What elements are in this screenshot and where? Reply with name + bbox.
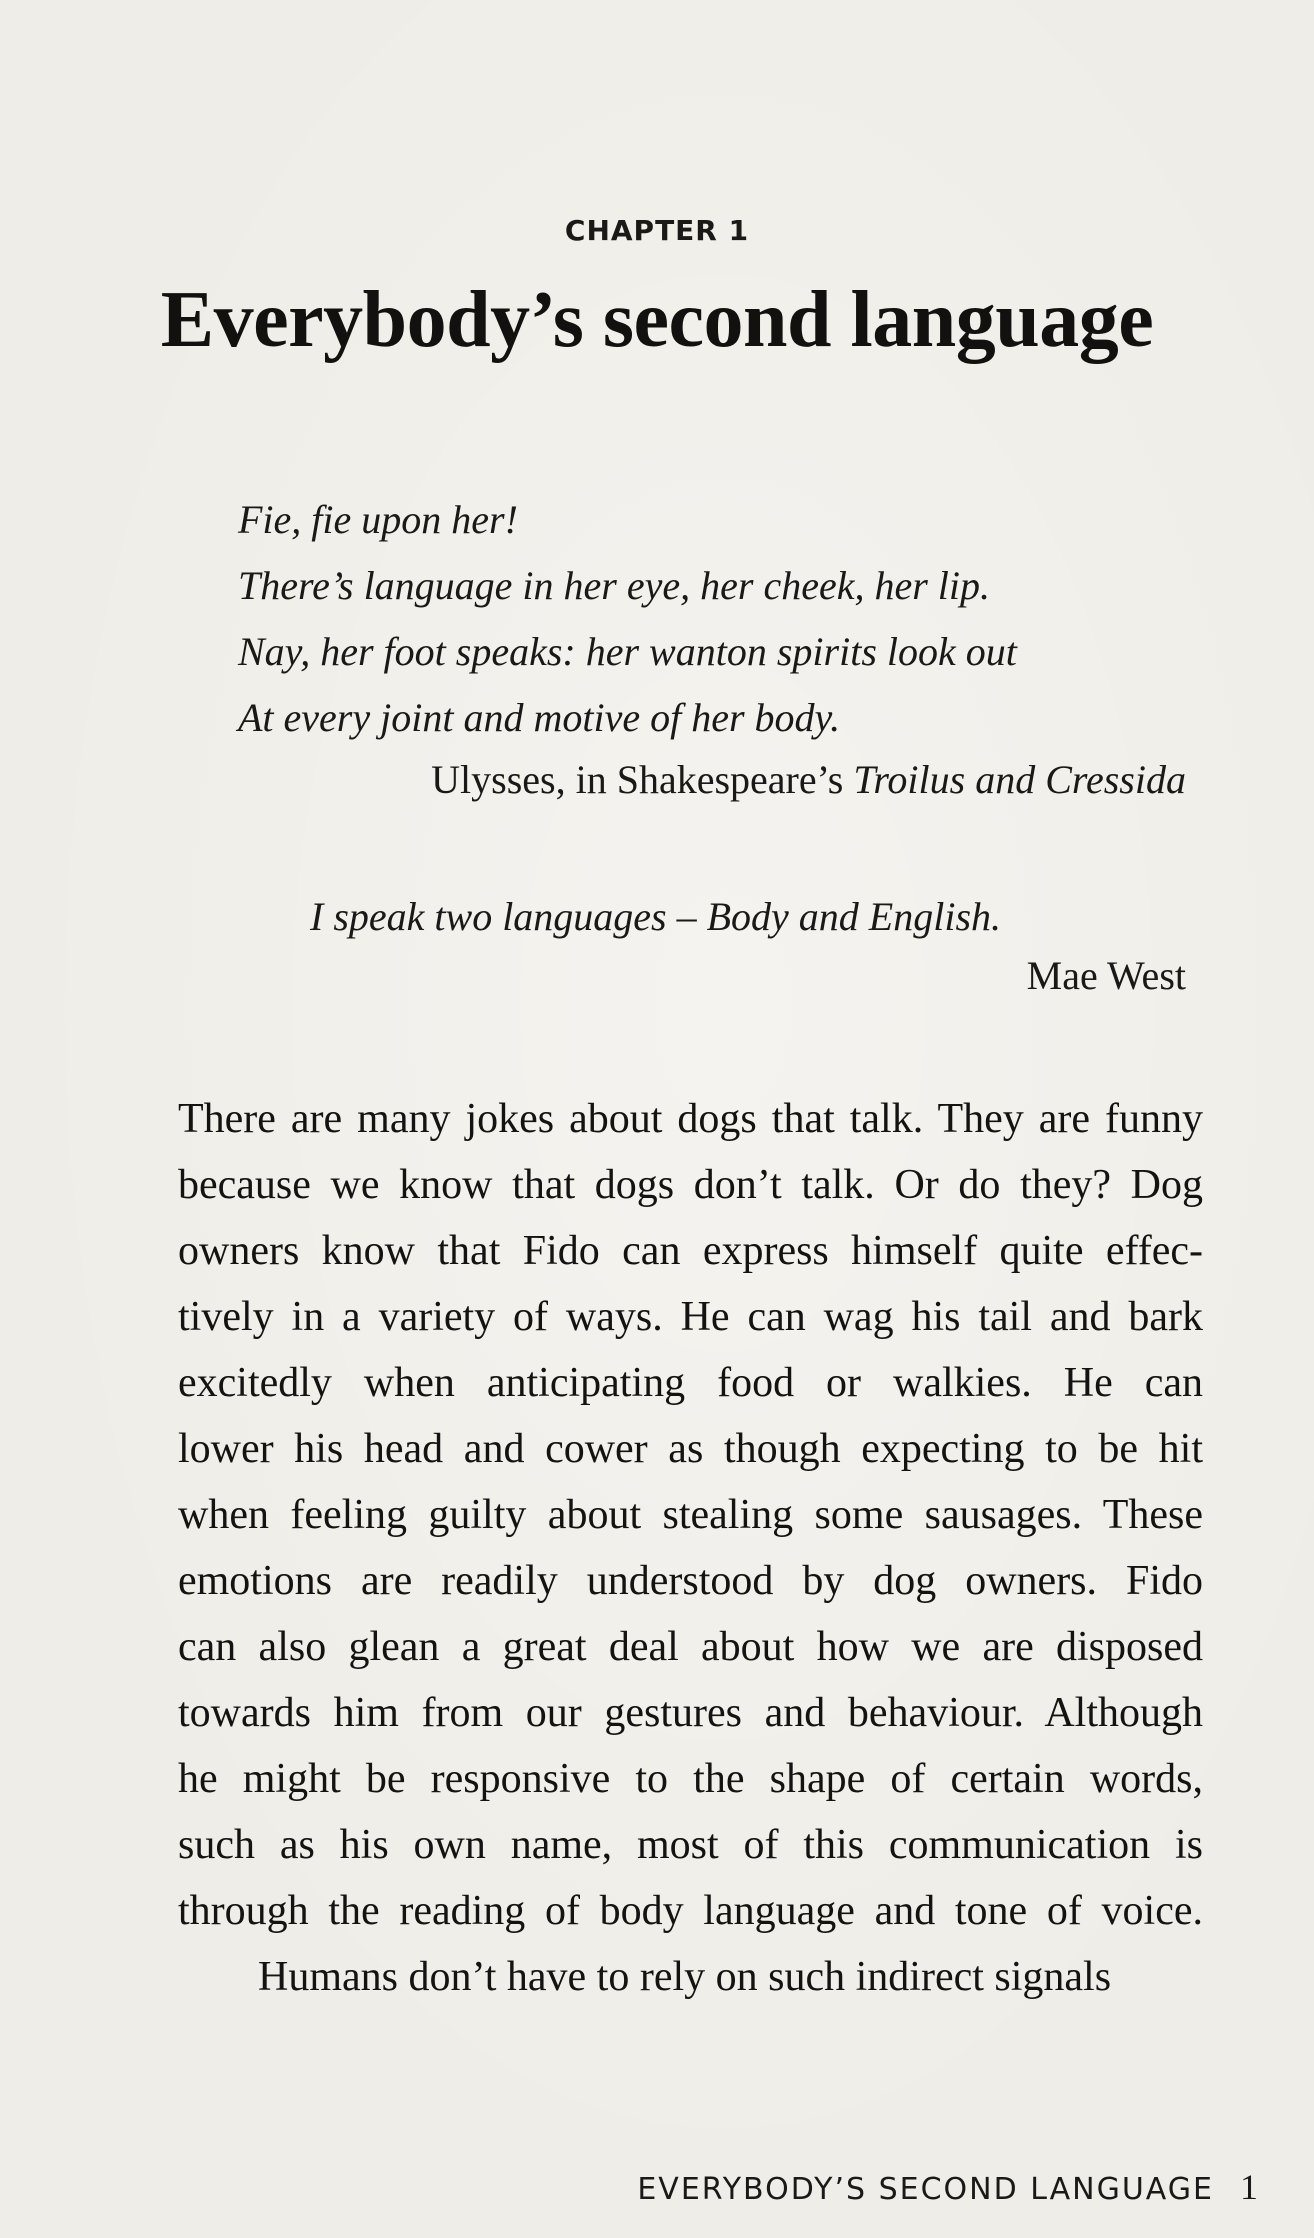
body-line: he might be responsive to the shape of certain words, [178, 1756, 1203, 1802]
epigraph-attribution: Mae West [1026, 953, 1186, 998]
body-line: lower his head and cower as though expecting to be hit [178, 1426, 1203, 1472]
body-line: when feeling guilty about stealing some sausages. These [178, 1492, 1203, 1538]
body-line: There are many jokes about dogs that talk. They are funny [178, 1096, 1203, 1142]
epigraph-attribution [431, 756, 1186, 804]
attribution-speaker: Ulysses, in Shakespeare’s [431, 757, 854, 802]
epigraph-line: At every joint and motive of her body. [238, 695, 841, 740]
running-head: EVERYBODY’S SECOND LANGUAGE [637, 2172, 1214, 2207]
body-line: such as his own name, most of this communication is [178, 1822, 1203, 1868]
body-line: Humans don’t have to rely on such indirect signals [258, 1954, 1112, 2000]
body-line: excitedly when anticipating food or walkies. He can [178, 1360, 1203, 1406]
body-line: tively in a variety of ways. He can wag his tail and bark [178, 1294, 1203, 1340]
attribution-work-title: Troilus and Cressida [853, 757, 1186, 802]
running-footer [637, 2166, 1258, 2208]
epigraph-line: Nay, her foot speaks: her wanton spirits look out [238, 629, 1017, 674]
body-line: emotions are readily understood by dog owners. Fido [178, 1558, 1203, 1604]
epigraph-line: I speak two languages – Body and English. [310, 894, 1002, 939]
body-line: because we know that dogs don’t talk. Or do they? Dog [178, 1162, 1203, 1208]
body-paragraph [178, 1086, 1203, 2010]
chapter-title: Everybody’s second language [160, 276, 1154, 364]
epigraph-line: Fie, fie upon her! [238, 497, 518, 542]
epigraph-line: There’s language in her eye, her cheek, her lip. [238, 563, 991, 608]
body-line: owners know that Fido can express himself quite effec- [178, 1228, 1203, 1274]
body-line: through the reading of body language and tone of voice. [178, 1888, 1203, 1934]
page-number: 1 [1240, 2167, 1258, 2207]
body-line: towards him from our gestures and behaviour. Although [178, 1690, 1203, 1736]
body-line: can also glean a great deal about how we are disposed [178, 1624, 1203, 1670]
chapter-label: CHAPTER 1 [564, 214, 750, 247]
